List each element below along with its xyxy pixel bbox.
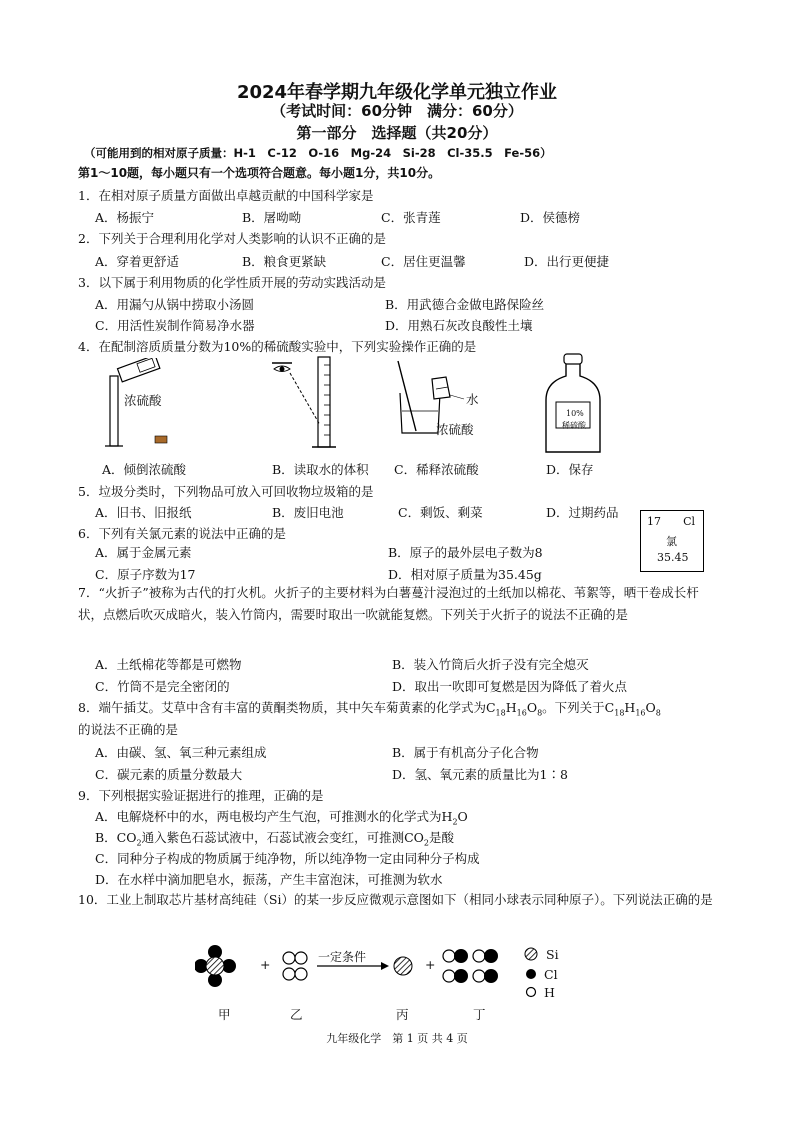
q1-option-b: B．屠呦呦 [242, 210, 302, 225]
label-bing: 丙 [396, 1007, 409, 1022]
q8-option-c: C．碳元素的质量分数最大 [95, 767, 243, 782]
label-concentrated-acid-2: 浓硫酸 [436, 422, 474, 437]
page-title: 2024年春学期九年级化学单元独立作业 [236, 82, 558, 103]
plus-sign-1: + [260, 957, 271, 972]
q7-option-a: A．土纸棉花等都是可燃物 [95, 657, 242, 672]
plus-sign-2: + [425, 957, 436, 972]
element-mass: 35.45 [657, 551, 689, 564]
q7-stem: 7．“火折子”被称为古代的打火机。火折子的主要材料为白薯蔓汁浸泡过的土纸加以棉花、苇絮等，晒干卷成长杆状，点燃后吹灭成暗火，装入竹筒内，需要时取出一吹就能复燃。下列关于火折子的说法不正确的是 [78, 585, 699, 622]
bottle-label-percent: 10% [566, 409, 584, 418]
label-ding: 丁 [473, 1007, 486, 1022]
q5-stem: 5．垃圾分类时，下列物品可放入可回收物垃圾箱的是 [78, 484, 374, 499]
q6-option-b: B．原子的最外层电子数为8 [388, 545, 543, 560]
part-heading: 第一部分 选择题（共20分） [296, 124, 498, 142]
label-yi: 乙 [290, 1007, 303, 1022]
page-footer: 九年级化学 第 1 页 共 4 页 [326, 1032, 468, 1045]
q6-option-c: C．原子序数为17 [95, 567, 196, 582]
reagent-bottle-illustration [540, 352, 610, 457]
q2-stem: 2．下列关于合理利用化学对人类影响的认识不正确的是 [78, 231, 386, 246]
element-number: 17 [647, 515, 661, 528]
q8-option-a: A．由碳、氢、氧三种元素组成 [95, 745, 267, 760]
q4-option-b: B．读取水的体积 [272, 462, 369, 477]
q5-option-a: A．旧书、旧报纸 [95, 505, 192, 520]
legend-h: H [544, 985, 555, 1000]
q9-option-c: C．同种分子构成的物质属于纯净物，所以纯净物一定由同种分子构成 [95, 851, 480, 866]
read-volume-illustration [268, 355, 348, 455]
q4-option-d: D．保存 [546, 462, 594, 477]
atomic-masses: （可能用到的相对原子质量：H-1 C-12 O-16 Mg-24 Si-28 Cl-35.5 Fe-56） [84, 146, 552, 160]
q6-option-a: A．属于金属元素 [95, 545, 192, 560]
q1-option-d: D．侯德榜 [520, 210, 581, 225]
q10-stem: 10．工业上制取芯片基材高纯硅（Si）的某一步反应微观示意图如下（相同小球表示同种原子）。下列说法正确的是 [78, 892, 713, 907]
legend-si: Si [546, 947, 559, 962]
reaction-diagram [195, 942, 575, 1008]
q1-option-c: C．张青莲 [381, 210, 441, 225]
q4-stem: 4．在配制溶质质量分数为10%的稀硫酸实验中，下列实验操作正确的是 [78, 339, 477, 354]
q3-stem: 3．以下属于利用物质的化学性质开展的劳动实践活动是 [78, 275, 386, 290]
legend-cl: Cl [544, 967, 558, 982]
bottle-label-name: 稀硫酸 [562, 421, 586, 430]
q2-option-a: A．穿着更舒适 [95, 254, 180, 269]
label-concentrated-acid: 浓硫酸 [124, 393, 162, 408]
element-symbol: Cl [683, 515, 695, 528]
q7-option-c: C．竹筒不是完全密闭的 [95, 679, 230, 694]
q1-option-a: A．杨振宁 [95, 210, 155, 225]
q4-option-a: A．倾倒浓硫酸 [102, 462, 187, 477]
q5-option-b: B．废旧电池 [272, 505, 344, 520]
q2-option-c: C．居住更温馨 [381, 254, 466, 269]
q4-option-c: C．稀释浓硫酸 [394, 462, 479, 477]
reaction-condition: 一定条件 [318, 950, 367, 964]
q3-option-d: D．用熟石灰改良酸性土壤 [385, 318, 533, 333]
chlorine-element-card [640, 510, 704, 572]
element-name: 氯 [666, 535, 677, 548]
q6-stem: 6．下列有关氯元素的说法中正确的是 [78, 526, 286, 541]
q8-stem: 8．端午插艾。艾草中含有丰富的黄酮类物质，其中矢车菊黄素的化学式为$C_{18}H_{16}O_8$。下列关于$C_{18}H_{16}O_8$ [78, 700, 661, 718]
label-jia: 甲 [218, 1007, 231, 1022]
q6-option-d: D．相对原子质量为35.45g [388, 567, 542, 582]
q2-option-d: D．出行更便捷 [524, 254, 610, 269]
q5-option-c: C．剩饭、剩菜 [398, 505, 483, 520]
q9-option-d: D．在水样中滴加肥皂水，振荡，产生丰富泡沫，可推测为软水 [95, 872, 443, 887]
q8-option-d: D．氢、氧元素的质量比为1∶8 [392, 767, 568, 782]
label-water: 水 [466, 392, 479, 407]
q3-option-a: A．用漏勺从锅中捞取小汤圆 [95, 297, 255, 312]
q1-stem: 1．在相对原子质量方面做出卓越贡献的中国科学家是 [78, 188, 374, 203]
q9-option-a: A．电解烧杯中的水，两电极均产生气泡，可推测水的化学式为$H_2O$ [95, 809, 468, 827]
q9-option-b: B．$CO_2$通入紫色石蕊试液中，石蕊试液会变红，可推测$CO_2$是酸 [95, 830, 455, 848]
q8-stem-end: 的说法不正确的是 [78, 722, 179, 737]
q3-option-b: B．用武德合金做电路保险丝 [385, 297, 545, 312]
q7-option-d: D．取出一吹即可复燃是因为降低了着火点 [392, 679, 628, 694]
q8-option-b: B．属于有机高分子化合物 [392, 745, 539, 760]
q2-option-b: B．粮食更紧缺 [242, 254, 327, 269]
q9-stem: 9．下列根据实验证据进行的推理，正确的是 [78, 788, 324, 803]
q3-option-c: C．用活性炭制作简易净水器 [95, 318, 255, 333]
q5-option-d: D．过期药品 [546, 505, 619, 520]
q7-option-b: B．装入竹筒后火折子没有完全熄灭 [392, 657, 589, 672]
instructions: 第1～10题，每小题只有一个选项符合题意。每小题1分，共10分。 [78, 166, 441, 180]
exam-info: （考试时间：60分钟 满分：60分） [271, 102, 523, 120]
